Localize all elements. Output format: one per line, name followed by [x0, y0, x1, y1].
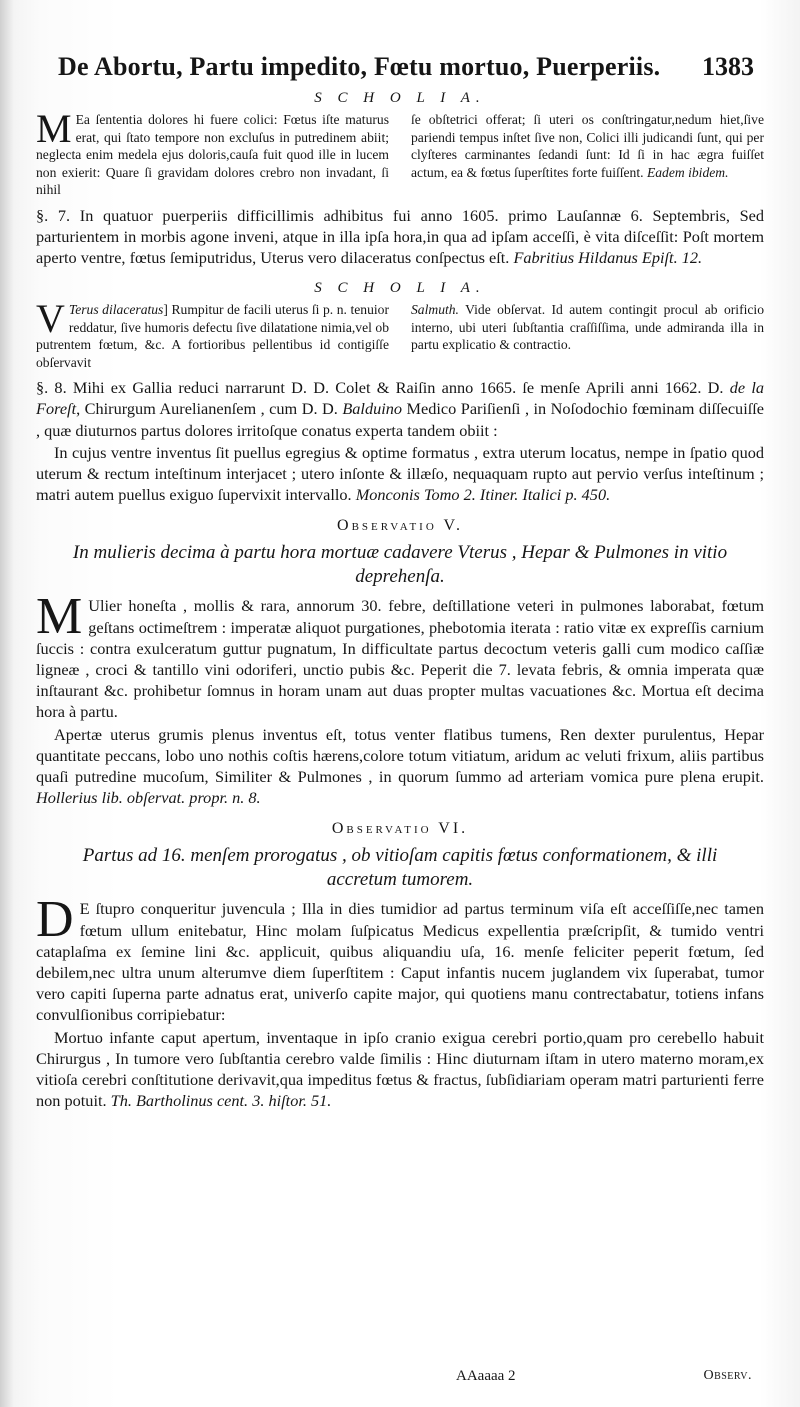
person-name: Balduino — [342, 399, 403, 419]
scholia-right-column — [411, 111, 764, 199]
citation: Hollerius lib. obſervat. propr. n. 8. — [36, 788, 261, 808]
scholia-right-column — [411, 301, 764, 371]
section-text: §. 8. Mihi ex Gallia reduci narrarunt D. D. Colet & Raiſin anno 1665. ſe menſe Aprili anni 1662. D. — [36, 378, 724, 398]
lemma: Terus dilaceratus — [68, 302, 164, 318]
page-header — [36, 40, 764, 84]
scholia-columns — [36, 296, 764, 371]
scholia-text: Vide obſervat. Id autem contingit procul ab orificio interno, ubi uteri ſubſtantia craſſiſſima, unde admiranda illa in partu explicatio & contractio. — [411, 302, 764, 353]
scholia-text: Ea ſententia dolores hi fuere colici: Fœtus iſte maturus erat, qui ſtato tempore non excluſus in putredinem abiit; neglecta enim medela ejus doloris,cauſa fuit quod ille in lucem non exierit: Quare ſi gravidam dolores crebro non invadant, ſi nihil — [36, 112, 389, 197]
page-footer — [0, 1368, 800, 1392]
scholia-left-column — [36, 296, 389, 371]
initial-letter: M — [36, 106, 72, 151]
observation-paragraph — [36, 588, 764, 722]
running-head: De Abortu, Partu impedito, Fœtu mortuo, Puerperiis. — [58, 52, 661, 81]
section-text: Medico Pariſienſi , in Noſodochio fœminam diſſecuiſſe , quæ diuturnos partus dolores irritoſque conatus experta tandem obiit : — [36, 399, 764, 440]
scholia-heading: S C H O L I A. — [314, 90, 486, 106]
person-name: de la Foreſt — [36, 378, 764, 419]
citation: Fabritius Hildanus Epiſt. 12. — [513, 247, 703, 267]
initial-letter: D — [36, 891, 74, 949]
scholia-columns — [36, 106, 764, 199]
citation: Eadem ibidem. — [646, 164, 729, 180]
signature-mark: AAaaaa 2 — [456, 1368, 516, 1384]
section-text: In cujus ventre inventus ſit puellus egregius & optime formatus , extra uterum locatus, nempe in ſpatio quod uterum & rectum inteſtinum interjacet ; utero inſonte & illæſo, nequaquam rupto aut pervio verſus inteſtinum ; matri autem puellus exiguo ſupervixit intervallo. — [36, 442, 764, 505]
scholia-text: ſe obſtetrici offerat; ſi uteri os conſtringatur,nedum hiet,ſive pariendi tempus inſtet ſive non, Colici illi judicandi ſunt, qui per clyſteres carminantes ſedandi ſunt: Id ſi in hac ægra fuiſſet actum, ea & fœtus ſuperſtites forte fuiſſent. — [411, 112, 764, 180]
section-8 — [36, 377, 764, 441]
observation-text: Apertæ uterus grumis plenus inventus eſt, totus venter flatibus tumens, Ren dexter purulentus, Hepar quantitate peccans, lobo uno nothis coſtis hærens,colore totum vitiatum, aridum ac veluti frixum, aliis partibus quaſi putredine mucoſum, Similiter & Pulmones , in quorum ſummo ad arteriam vomica pure plena erupit. — [36, 724, 764, 786]
observation-heading: Observatio V. — [337, 517, 463, 535]
citation: Th. Bartholinus cent. 3. hiſtor. 51. — [110, 1091, 332, 1111]
lemma: Salmuth. — [411, 302, 459, 318]
initial-letter: M — [36, 588, 83, 646]
section-7 — [36, 205, 764, 269]
observation-title: In mulieris decima à partu hora mortuæ cadavere Vterus , Hepar & Pulmones in vitio deprehenſa. — [72, 542, 728, 588]
initial-letter: V — [36, 296, 65, 342]
observation-text: Mortuo infante caput apertum, inventaque in ipſo cranio exigua cerebri portio,quam pro cerebello habuit Chirurgus , In tumore vero ſubſtantia cerebro valde ſimilis : Hinc diuturnam iſtam in utero materno moram,ex vitioſa cerebri conſtitutione derivavit,qua impeditus fœtus & fractus, ſubſidiariam operam matri parturienti ferre non potuit. — [36, 1027, 764, 1111]
page-number: 1383 — [702, 52, 754, 81]
observation-title: Partus ad 16. menſem prorogatus , ob vitioſam capitis fœtus conformationem, & illi accretum tumorem. — [82, 845, 718, 891]
scholia-left-column — [36, 106, 389, 199]
observation-text: Ulier honeſta , mollis & rara, annorum 30. febre, deſtillatione veteri in pulmones laborabat, fœtum geſtans octimeſtrem : imperatæ aliquot purgationes, phebotomia iterata : ratio vitæ ex expreſſis carnium ſuccis : contra exulceratum guttur pugnatum, In difficultate partus decoctum veteris galli cum modico caſſiæ ligneæ , croci & tantillo vini odoriferi, unctio pubis &c. Peperit die 7. levata febris, & omnia imperata quæ inſtaurant &c. prohibetur ſomnus in horam unam aut duas propter multas vacuationes &c. Mortua eſt decima hora à partu. — [36, 596, 764, 722]
section-8-paragraph — [36, 442, 764, 506]
observation-paragraph — [36, 1027, 764, 1112]
catchword: Observ. — [703, 1368, 752, 1383]
observation-paragraph — [36, 724, 764, 809]
section-text: , Chirurgum Aurelianenſem , cum D. D. — [76, 399, 338, 419]
scholia-text: ] Rumpitur de facili uterus ſi p. n. tenuior reddatur, ſive humoris defectu ſive dilatatione nimia,vel ob putrentem fœtum, &c. A fortioribus pellentibus id contigiſſe obſervavit — [36, 302, 389, 370]
citation: Monconis Tomo 2. Itiner. Italici p. 450. — [355, 485, 611, 505]
observation-paragraph — [36, 891, 764, 1025]
observation-text: E ſtupro conqueritur juvencula ; Illa in dies tumidior ad partus terminum viſa eſt acceſſiſſe,nec tamen fœtum ullum enitebatur, Hinc molam ſuſpicatus Medicus expellentia præſcripſit, & tumido ventri cataplaſma ex ſemine lini &c. applicuit, quibus aliquandiu uſa, 16. menſe feliciter peperit fœtum, ſed debilem,nec ultra unum alterumve diem ſuperſtitem : Caput infantis nucem juglandem vix ſuperabat, tumor vero capiti ſuperna parte adnatus erat, univerſo capite major, qui quotiens manu contrectabatur, totiens infans convulſionibus corripiebatur: — [36, 899, 764, 1025]
scholia-heading: S C H O L I A. — [314, 280, 486, 297]
section-text: §. 7. In quatuor puerperiis difficillimis adhibitus fui anno 1605. primo Lauſannæ 6. Septembris, Sed parturientem in morbis agone inveni, atque in illa ipſa hora,in qua ad ipſam acceſſi, è vita diſceſſit: Poſt mortem aperto ventre, fœtus ſemiputridus, Uterus vero dilaceratus conſpectus eſt. — [36, 205, 764, 267]
observation-heading: Observatio VI. — [331, 820, 469, 838]
